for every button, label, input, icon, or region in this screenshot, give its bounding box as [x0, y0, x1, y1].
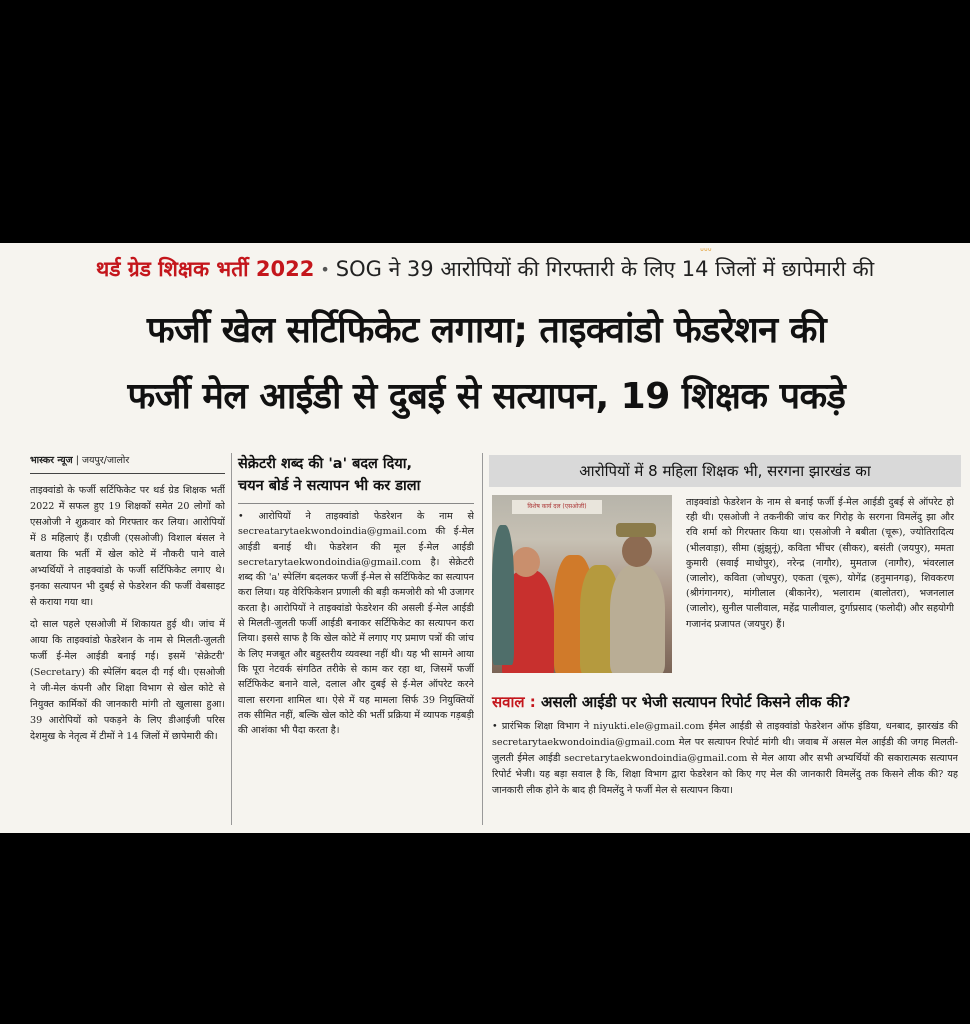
- question-body-text: • प्रारंभिक शिक्षा विभाग ने niyukti.ele@gmail.com ईमेल आईडी से ताइक्वांडो फेडरेशन ऑफ इंडिया, धनबाद, झारखंड की secretarytaekwondoindia@gmail.com मेल पर सत्यापन रिपोर्ट मांगी थी। जवाब में असल मेल आईडी की जगह मिलती-जुलती ईमेल आईडी secretarytaekwondoindia@gmail.com से मेल आया और सभी अभ्यर्थियों की सकारात्मक सत्यापन रिपोर्ट भेजी। यह बड़ा सवाल है कि, शिक्षा विभाग द्वारा फेडरेशन को किए गए मेल की जानकारी विमलेंदु तक किसने लीक की? यह जानकारी लीक होने के बाद ही विमलेंदु ने फर्जी मेल से सत्यापन किया।: [492, 721, 958, 796]
- byline-place: | जयपुर/जालोर: [75, 455, 130, 466]
- column-1-paragraph-1: ताइक्वांडो के फर्जी सर्टिफिकेट पर थर्ड ग्रेड शिक्षक भर्ती 2022 में सफल हुए 19 शिक्षकों समेत 20 लोगों को एसओजी ने शुक्रवार को गिरफ्तार कर लिया। आरोपियों में 8 महिलाएं हैं। एडीजी (एसओजी) विशाल बंसल ने बताया कि भर्ती में खेल कोटे में नौकरी पाने वाले अभ्यर्थियों ने ताइक्वांडो के फर्जी सर्टिफिकेट लगाए थे। इनका सत्यापन भी दुबई से फेडरेशन की फर्जी वेबसाइट से कराया गया था।: [30, 485, 225, 608]
- column-2-headline: [238, 453, 474, 504]
- column-2-headline-line-1: सेक्रेटरी शब्द की 'a' बदल दिया,: [238, 456, 413, 472]
- question-body: [492, 719, 958, 823]
- column-2: [238, 509, 474, 831]
- accused-list-text: ताइक्वांडो फेडरेशन के नाम से बनाई फर्जी ई-मेल आईडी दुबई से ऑपरेट हो रही थी। एसओजी ने तकनीकी जांच कर गिरोह के सरगना विमलेंदु झा और रवि शर्मा को गिरफ्तार किया था। एसओजी ने बबीता (चूरू), ज्योतिरादित्य (भीलवाड़ा), सीमा (झुंझुनूं), कविता भींचर (सीकर), बसंती (जयपुर), ममता कुमारी (सवाई माधोपुर), नरेन्द्र (नागौर), मुमताज (नागौर), भंवरलाल (जालोर), कविता (जोधपुर), एकता (चूरू), योगेंद्र (हनुमानगढ़), शिवकरण (श्रीगंगानगर), मांगीलाल (बीकानेर), भलाराम (बालोतरा), भजनलाल (जालोर), सुनील पालीवाल, महेंद्र पालीवाल, दुर्गाप्रसाद (फलोदी) और सहयोगी गजानंद प्रजापत (जयपुर) हैं।: [686, 497, 954, 630]
- main-headline: [14, 298, 959, 430]
- column-divider: [482, 453, 483, 825]
- question-headline: [492, 689, 960, 715]
- kicker-text: SOG ने 39 आरोपियों की गिरफ्तारी के लिए 14 जिलों में छापेमारी की: [335, 257, 875, 281]
- newspaper-clipping: [0, 243, 970, 833]
- headline-line-1: फर्जी खेल सर्टिफिकेट लगाया; ताइक्वांडो फेडरेशन की: [146, 310, 827, 351]
- question-label: सवाल :: [492, 693, 536, 711]
- headline-line-2: फर्जी मेल आईडी से दुबई से सत्यापन, 19 शिक्षक पकड़े: [127, 376, 846, 417]
- decorative-mark-icon: ᐡᐡᐡ: [700, 247, 712, 258]
- kicker-separator: •: [320, 259, 330, 279]
- column-2-body: • आरोपियों ने ताइक्वांडो फेडरेशन के नाम से secreatarytaekwondoindia@gmail.com की ई-मेल आईडी बनाई थी। फेडरेशन की मूल ई-मेल आईडी secretarytaekwondoindia@gmail.com है। सेक्रेटरी शब्द की 'a' स्पेलिंग बदलकर फर्जी ई-मेल से सर्टिफिकेट का सत्यापन करा लिया। यह वेरिफिकेशन प्रणाली की बड़ी कमजोरी को भी उजागर करता है। आरोपियों ने ताइक्वांडो फेडरेशन की असली ई-मेल आईडी से मिलती-जुलती फर्जी आईडी बनाकर सर्टिफिकेट का सत्यापन करा लिया। इससे साफ है कि खेल कोटे में लगाए गए प्रमाण पत्रों की जांच के लिए मजबूत और बहुस्तरीय व्यवस्था नहीं थी। यह भी सामने आया कि पूरा नेटवर्क संगठित तरीके से काम कर रहा था, जिसमें फर्जी सर्टिफिकेट बनाने वाले, दलाल और दुबई से ई-मेल ऑपरेट करने वाला सरगना शामिल था। ऐसे में यह मामला सिर्फ 39 नियुक्तियों तक सीमित नहीं, बल्कि खेल कोटे की भर्ती प्रक्रिया में व्यापक गड़बड़ी की आशंका भी पैदा करता है।: [238, 511, 474, 737]
- kicker-line: [0, 243, 970, 295]
- column-2-headline-line-2: चयन बोर्ड ने सत्यापन भी कर डाला: [238, 478, 421, 494]
- column-1: [30, 483, 225, 825]
- byline: [30, 453, 225, 474]
- photo-sign: विशेष कार्य दल (एसओजी): [512, 500, 602, 514]
- right-section-headline: आरोपियों में 8 महिला शिक्षक भी, सरगना झारखंड का: [489, 455, 961, 487]
- column-divider: [231, 453, 232, 825]
- question-headline-text: असली आईडी पर भेजी सत्यापन रिपोर्ट किसने लीक की?: [541, 693, 851, 711]
- kicker-category: थर्ड ग्रेड शिक्षक भर्ती 2022: [95, 257, 315, 281]
- byline-source: भास्कर न्यूज: [30, 455, 73, 466]
- column-1-paragraph-2: दो साल पहले एसओजी में शिकायत हुई थी। जांच में आया कि ताइक्वांडो फेडरेशन के नाम से मिलती-जुलती फर्जी ई-मेल आईडी बनाई गई। इसमें 'सेक्रेटरी' (Secretary) की स्पेलिंग बदल दी गई थी। एसओजी ने जी-मेल कंपनी और शिक्षा विभाग से खेल कोटे से नियुक्त कार्मिकों की जानकारी मांगी तो खुलासा हुआ। 39 आरोपियों को पकड़ने के लिए डीआईजी परिस देशमुख के नेतृत्व में टीमों ने 14 जिलों में छापेमारी की।: [30, 619, 225, 742]
- arrested-accused-photo: [492, 495, 672, 673]
- right-section-body: [686, 495, 954, 675]
